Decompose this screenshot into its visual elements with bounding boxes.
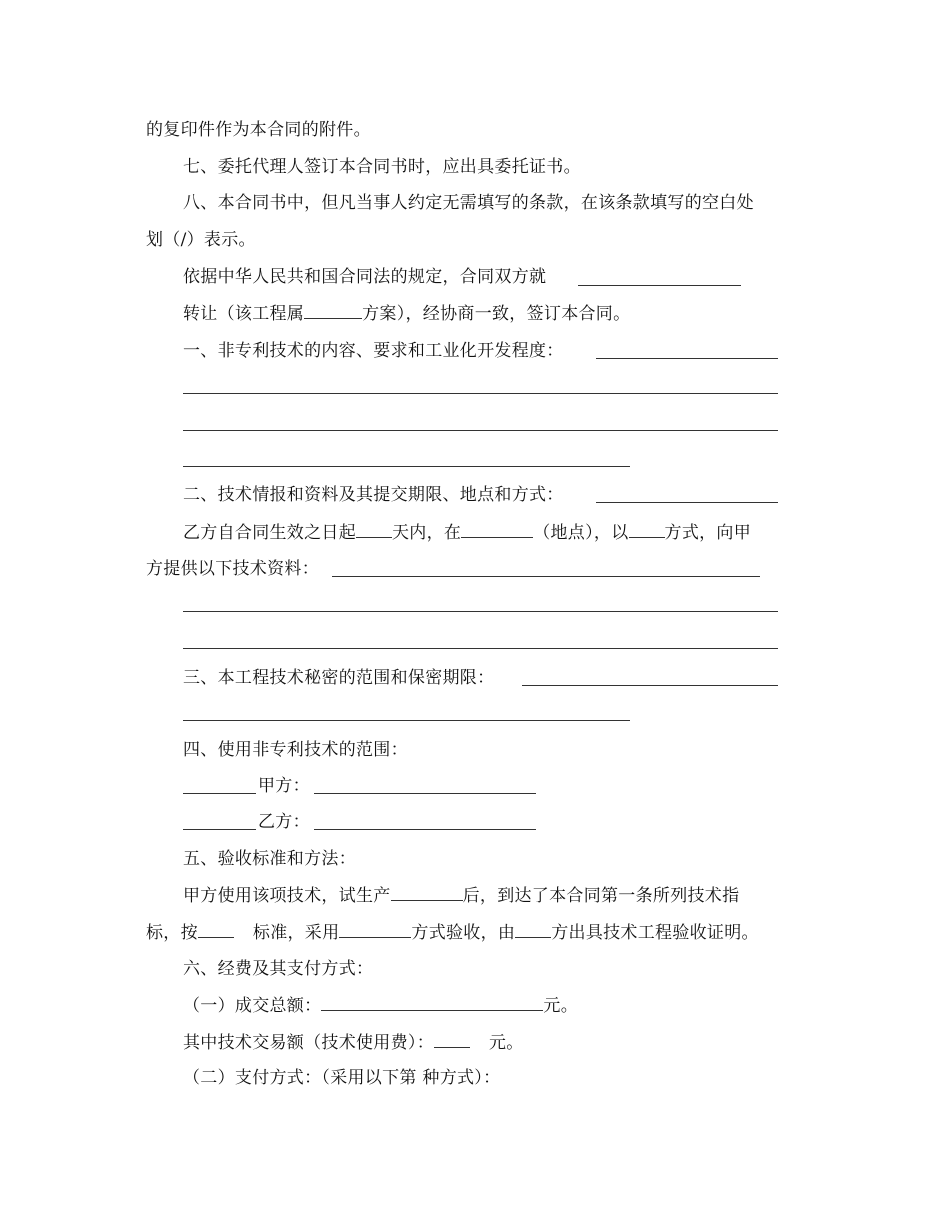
- fill-blank: [332, 576, 760, 577]
- text-segment: 转让（该工程属: [183, 304, 305, 324]
- fill-blank: [183, 648, 778, 649]
- fill-blank: [314, 829, 536, 830]
- fill-blank: [522, 685, 778, 686]
- section-two-heading: 二、技术情报和资料及其提交期限、地点和方式：: [183, 485, 564, 505]
- clause-seven: 七、委托代理人签订本合同书时，应出具委托证书。: [183, 157, 581, 177]
- fill-blank: [304, 302, 362, 319]
- text-segment: 其中技术交易额（技术使用费）：: [183, 1033, 434, 1053]
- text-segment: 方式验收，由: [411, 923, 516, 943]
- section-four-heading: 四、使用非专利技术的范围：: [183, 740, 408, 760]
- text-segment: 后，到达了本合同第一条所列技术指: [462, 886, 740, 906]
- fill-blank: [183, 793, 256, 794]
- section-one-heading: 一、非专利技术的内容、要求和工业化开发程度：: [183, 341, 564, 361]
- text-line: [183, 994, 578, 1017]
- fill-blank: [183, 430, 778, 431]
- text-line: 依据中华人民共和国合同法的规定，合同双方就: [183, 267, 547, 287]
- clause-eight: 八、本合同书中，但凡当事人约定无需填写的条款，在该条款填写的空白处: [183, 193, 754, 213]
- fill-blank: [183, 611, 778, 612]
- fill-blank: [339, 921, 411, 938]
- text-line: [183, 521, 751, 544]
- text-line: 划（/）表示。: [146, 230, 256, 250]
- fill-blank: [629, 521, 665, 538]
- fill-blank: [183, 393, 778, 394]
- fill-blank: [515, 921, 551, 938]
- text-line: [183, 1031, 524, 1054]
- text-segment: 方案），经协商一致，签订本合同。: [362, 304, 631, 324]
- text-segment: 方出具技术工程验收证明。: [551, 923, 759, 943]
- fill-blank: [314, 793, 536, 794]
- fill-blank: [356, 521, 392, 538]
- text-segment: （一）成交总额：: [183, 996, 322, 1016]
- fill-blank: [321, 994, 543, 1011]
- text-segment: 元。: [489, 1033, 524, 1053]
- fill-blank: [183, 829, 256, 830]
- text-segment: 天内，在: [392, 523, 462, 543]
- text-line: [146, 921, 759, 944]
- fill-blank: [596, 502, 778, 503]
- text-line: 方提供以下技术资料：: [146, 559, 319, 579]
- party-a-label: 甲方：: [258, 776, 310, 796]
- text-line: 的复印件作为本合同的附件。: [146, 120, 371, 140]
- fill-blank: [198, 921, 234, 938]
- text-segment: 标，按: [146, 923, 198, 943]
- text-segment: 乙方自合同生效之日起: [183, 523, 356, 543]
- text-segment: 方式，向甲: [664, 523, 752, 543]
- text-line: [183, 884, 739, 907]
- fill-blank: [578, 285, 741, 286]
- text-line: （二）支付方式：（采用以下第 种方式）：: [183, 1068, 501, 1088]
- section-six-heading: 六、经费及其支付方式：: [183, 959, 374, 979]
- fill-blank: [461, 521, 533, 538]
- text-segment: （地点），以: [533, 523, 629, 543]
- section-three-heading: 三、本工程技术秘密的范围和保密期限：: [183, 668, 495, 688]
- text-segment: 标准，采用: [252, 923, 340, 943]
- text-segment: 甲方使用该项技术，试生产: [183, 886, 391, 906]
- fill-blank: [391, 884, 463, 901]
- text-segment: 元。: [543, 996, 579, 1016]
- party-b-label: 乙方：: [258, 812, 310, 832]
- fill-blank: [596, 358, 778, 359]
- fill-blank: [434, 1031, 470, 1048]
- fill-blank: [183, 720, 630, 721]
- fill-blank: [183, 466, 630, 467]
- section-five-heading: 五、验收标准和方法：: [183, 849, 356, 869]
- text-line: [183, 302, 630, 325]
